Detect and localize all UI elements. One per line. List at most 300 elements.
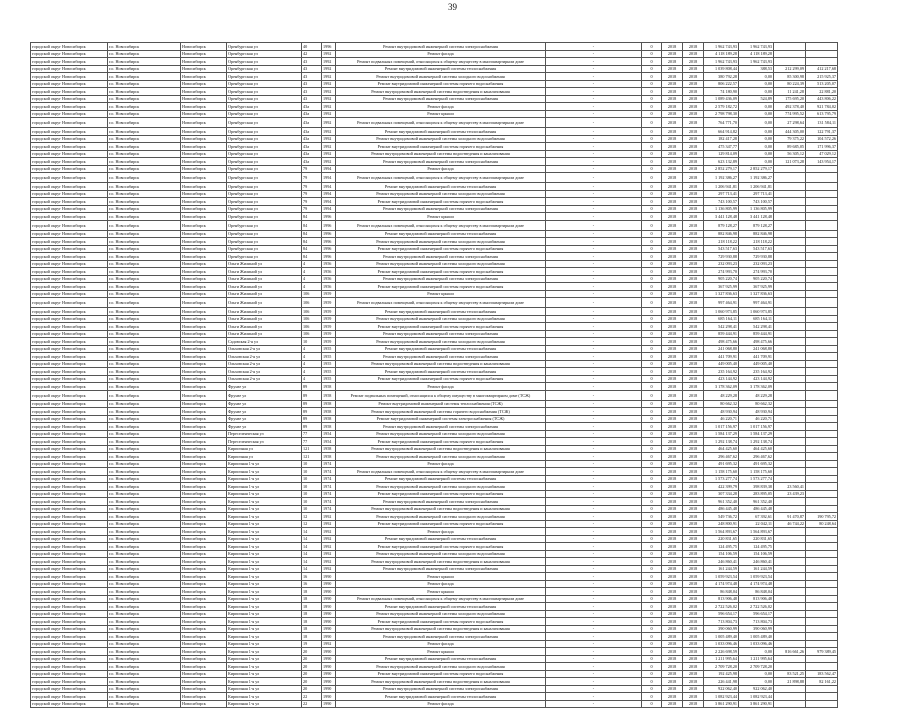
table-cell: Ремонт подвальных помещений, относящихся к общему имуществу в многоквартирном доме (336, 595, 546, 603)
table-cell: Ремонт внутридомовой инженерной системы электроснабжения (336, 253, 546, 261)
table-cell: 106 (302, 308, 322, 316)
table-cell: 4 (302, 275, 322, 283)
table-cell: 21 898,88 (774, 678, 806, 686)
table-cell: 388,53 (739, 65, 774, 73)
table-cell: Ремонт внутридомовой инженерной системы электроснабжения (336, 498, 546, 506)
table-cell: 1 962 743,93 (704, 58, 739, 66)
table-cell: 215 925,37 (806, 73, 838, 81)
table-cell: 2018 (683, 275, 704, 283)
table-cell (774, 565, 806, 573)
table-cell: - (546, 588, 642, 596)
table-cell: 0 (642, 663, 662, 671)
table-cell: 1 584 137,29 (739, 430, 774, 438)
table-cell: - (546, 655, 642, 663)
table-cell: 1996 (322, 238, 336, 246)
table-cell: городской округ Новосибирск (31, 535, 108, 543)
table-cell: Новосибирск (181, 423, 227, 431)
table-cell: Кирпичная 1-я ул (227, 633, 302, 641)
table-cell: 3 441 128,48 (739, 213, 774, 221)
table-cell: 2018 (683, 445, 704, 453)
table-cell: Оренбургская ул (227, 65, 302, 73)
table-cell: 2018 (662, 400, 683, 408)
table-cell: - (546, 150, 642, 158)
table-cell: 1956 (322, 283, 336, 291)
table-cell: 2018 (662, 543, 683, 551)
table-cell: городской округ Новосибирск (31, 198, 108, 206)
table-cell: 2018 (683, 573, 704, 581)
table-cell: 10 (302, 460, 322, 468)
table-cell: 122 791,37 (806, 128, 838, 136)
table-cell: городской округ Новосибирск (31, 330, 108, 338)
table-cell: 2018 (662, 80, 683, 88)
table-row (31, 95, 838, 103)
table-cell: Новосибирск (181, 505, 227, 513)
table-cell: 0 (642, 110, 662, 118)
table-cell: Кирпичная 1-я ул (227, 603, 302, 611)
table-cell: 19 (302, 640, 322, 648)
table-cell: 2018 (662, 198, 683, 206)
table-cell: 1994 (322, 183, 336, 191)
table-cell: городской округ Новосибирск (31, 190, 108, 198)
table-cell: г.о. Новосибирск (108, 383, 181, 391)
table-cell: - (546, 468, 642, 476)
table-cell: городской округ Новосибирск (31, 610, 108, 618)
table-cell: 1959 (322, 298, 336, 308)
table-row (31, 460, 838, 468)
table-cell: городской округ Новосибирск (31, 400, 108, 408)
table-cell: г.о. Новосибирск (108, 290, 181, 298)
table-cell (774, 50, 806, 58)
table-cell: 0,00 (739, 135, 774, 143)
table-cell: 2018 (683, 283, 704, 291)
table-cell: Кирпичная 1-я ул (227, 678, 302, 686)
table-cell: Новосибирск (181, 110, 227, 118)
table-cell: г.о. Новосибирск (108, 483, 181, 491)
table-cell: 2018 (683, 58, 704, 66)
table-row (31, 205, 838, 213)
table-cell: городской округ Новосибирск (31, 390, 108, 400)
table-cell: 0 (642, 330, 662, 338)
table-cell: г.о. Новосибирск (108, 565, 181, 573)
table-cell (806, 198, 838, 206)
table-cell: 2018 (662, 685, 683, 693)
table-cell: 2018 (662, 505, 683, 513)
table-row (31, 438, 838, 446)
table-cell: г.о. Новосибирск (108, 150, 181, 158)
table-cell: 86 848,04 (739, 588, 774, 596)
table-cell: - (546, 700, 642, 708)
table-cell: 0 (642, 220, 662, 230)
table-cell: Ремонт внутридомовой инженерной системы теплоснабжения (336, 345, 546, 353)
table-cell: 0 (642, 513, 662, 521)
table-cell: 0 (642, 700, 662, 708)
table-cell: - (546, 253, 642, 261)
table-cell: Оренбургская ул (227, 238, 302, 246)
table-cell (806, 58, 838, 66)
table-cell: городской округ Новосибирск (31, 678, 108, 686)
table-cell (806, 550, 838, 558)
table-cell: Ремонт крыши (336, 213, 546, 221)
table-cell: 498 475,66 (739, 338, 774, 346)
table-cell: - (546, 528, 642, 536)
table-cell: г.о. Новосибирск (108, 43, 181, 51)
table-cell: 1 327 836,63 (739, 290, 774, 298)
table-cell: Кирпичная 1-я ул (227, 700, 302, 708)
table-cell: Новосибирск (181, 693, 227, 701)
table-cell: городской округ Новосибирск (31, 88, 108, 96)
table-cell: 0 (642, 640, 662, 648)
table-row (31, 383, 838, 391)
table-cell: Ремонт внутридомовой инженерной системы холодного водоснабжения (336, 135, 546, 143)
table-cell: городской округ Новосибирск (31, 468, 108, 476)
table-cell: 1992 (322, 128, 336, 136)
table-cell: 1 327 836,63 (704, 290, 739, 298)
table-cell: г.о. Новосибирск (108, 685, 181, 693)
table-cell: Ремонт внутридомовой инженерной системы электроснабжения (ТСЖ) (336, 415, 546, 423)
table-cell: 0 (642, 693, 662, 701)
table-cell: 80 224,39 (774, 80, 806, 88)
table-cell: 2018 (683, 143, 704, 151)
table-cell: г.о. Новосибирск (108, 165, 181, 173)
table-cell: 0 (642, 565, 662, 573)
table-cell (774, 550, 806, 558)
table-cell: - (546, 290, 642, 298)
table-cell (774, 655, 806, 663)
table-cell: г.о. Новосибирск (108, 58, 181, 66)
table-cell: Ольги Жилиной ул (227, 315, 302, 323)
table-cell: Новосибирск (181, 260, 227, 268)
table-cell: 2018 (662, 260, 683, 268)
table-cell: 879 128,27 (704, 220, 739, 230)
table-cell: 0 (642, 58, 662, 66)
table-cell: 74 180,90 (704, 88, 739, 96)
table-cell: Ольховская 2-я ул (227, 375, 302, 383)
table-cell: 2018 (683, 505, 704, 513)
table-cell: 18 (302, 610, 322, 618)
table-cell: 2018 (683, 308, 704, 316)
table-cell: 2 709 728,20 (704, 663, 739, 671)
table-cell: 0 (642, 345, 662, 353)
table-cell (806, 330, 838, 338)
table-cell: Новосибирск (181, 275, 227, 283)
table-cell: 441 709,91 (704, 353, 739, 361)
table-cell: 813 906,48 (739, 595, 774, 603)
table-cell: 2018 (662, 663, 683, 671)
table-cell: 2018 (662, 103, 683, 111)
table-cell: Кирпичная 1-я ул (227, 580, 302, 588)
table-cell: Новосибирск (181, 655, 227, 663)
table-cell (806, 368, 838, 376)
table-cell: 0 (642, 670, 662, 678)
table-cell: - (546, 678, 642, 686)
table-cell: Новосибирск (181, 330, 227, 338)
table-cell: Кирпичная 1-я ул (227, 685, 302, 693)
table-cell: 0,00 (739, 128, 774, 136)
table-cell: 2018 (662, 423, 683, 431)
table-cell: 84 (302, 245, 322, 253)
table-cell: Ремонт внутридомовой инженерной системы горячего водоснабжения (336, 438, 546, 446)
table-cell: 549 736,72 (704, 513, 739, 521)
table-cell: - (546, 158, 642, 166)
table-cell: Оренбургская ул (227, 80, 302, 88)
table-cell: г.о. Новосибирск (108, 610, 181, 618)
table-cell: 218 118,22 (704, 238, 739, 246)
table-cell: 2018 (683, 198, 704, 206)
table-cell: 623 132,89 (704, 158, 739, 166)
table-cell (806, 453, 838, 461)
table-cell: 1 573 277,74 (704, 475, 739, 483)
table-cell (774, 368, 806, 376)
table-cell: г.о. Новосибирск (108, 50, 181, 58)
table-cell: - (546, 640, 642, 648)
table-cell: Кирпичная 1-я ул (227, 655, 302, 663)
table-cell: г.о. Новосибирск (108, 298, 181, 308)
table-cell: 1955 (322, 375, 336, 383)
table-cell: 729 930,88 (704, 253, 739, 261)
table-row (31, 268, 838, 276)
table-cell: Новосибирск (181, 618, 227, 626)
table-cell: 0 (642, 460, 662, 468)
table-cell: 1992 (322, 550, 336, 558)
table-cell: городской округ Новосибирск (31, 150, 108, 158)
table-cell: 0 (642, 633, 662, 641)
table-cell: Новосибирск (181, 198, 227, 206)
table-cell: 2018 (683, 165, 704, 173)
table-cell: 46 744,22 (774, 520, 806, 528)
table-cell: - (546, 368, 642, 376)
table-cell (774, 460, 806, 468)
table-cell: 121 073,28 (774, 158, 806, 166)
table-cell: Ремонт внутридомовой инженерной системы холодного водоснабжения (336, 483, 546, 491)
table-cell (806, 430, 838, 438)
table-cell: 14 (302, 528, 322, 536)
table-cell: 2018 (683, 640, 704, 648)
table-cell: Ремонт внутридомовой инженерной системы теплоснабжения (336, 535, 546, 543)
table-cell: 2018 (683, 415, 704, 423)
table-cell: г.о. Новосибирск (108, 360, 181, 368)
table-cell: 1958 (322, 383, 336, 391)
table-cell: 1 005 489,40 (704, 633, 739, 641)
table-cell: г.о. Новосибирск (108, 338, 181, 346)
table-cell: Переселенческая ул (227, 430, 302, 438)
table-cell (806, 625, 838, 633)
table-row (31, 618, 838, 626)
table-cell: городской округ Новосибирск (31, 43, 108, 51)
table-cell: 1992 (322, 528, 336, 536)
table-cell: 89 (302, 423, 322, 431)
table-cell: Оренбургская ул (227, 88, 302, 96)
table-cell (806, 685, 838, 693)
table-cell (806, 245, 838, 253)
table-cell: 1992 (322, 543, 336, 551)
table-row (31, 183, 838, 191)
table-cell (774, 198, 806, 206)
table-cell: Новосибирск (181, 390, 227, 400)
table-cell: г.о. Новосибирск (108, 505, 181, 513)
table-cell: городской округ Новосибирск (31, 73, 108, 81)
table-cell: Новосибирск (181, 400, 227, 408)
table-row (31, 135, 838, 143)
table-cell (806, 535, 838, 543)
table-cell: 1990 (322, 603, 336, 611)
table-cell: г.о. Новосибирск (108, 220, 181, 230)
table-cell: 246 860,41 (704, 558, 739, 566)
table-cell: 1 039 808,44 (704, 65, 739, 73)
table-cell: 106 (302, 315, 322, 323)
table-cell: 2018 (683, 73, 704, 81)
table-cell: 0 (642, 490, 662, 498)
table-cell: 922 062,40 (739, 685, 774, 693)
table-cell: 1996 (322, 43, 336, 51)
table-cell (806, 565, 838, 573)
table-cell: Ремонт внутридомовой инженерной системы водоотведения и канализования (336, 445, 546, 453)
table-cell: г.о. Новосибирск (108, 283, 181, 291)
table-cell (774, 408, 806, 416)
table-cell: 0 (642, 103, 662, 111)
table-cell: 2018 (683, 238, 704, 246)
table-row (31, 550, 838, 558)
table-cell: 613 795,79 (806, 110, 838, 118)
table-cell: 2018 (683, 580, 704, 588)
table-cell: 2018 (683, 190, 704, 198)
table-cell: 43 (302, 95, 322, 103)
table-cell: 0 (642, 543, 662, 551)
table-cell: 42 (302, 50, 322, 58)
table-cell: городской округ Новосибирск (31, 260, 108, 268)
table-cell: 10 (302, 483, 322, 491)
table-cell: г.о. Новосибирск (108, 238, 181, 246)
table-cell: Ольховская 2-я ул (227, 345, 302, 353)
table-cell: Новосибирск (181, 543, 227, 551)
table-cell: 2018 (683, 65, 704, 73)
table-cell: 0,00 (739, 143, 774, 151)
table-cell: 1992 (322, 110, 336, 118)
table-cell: Кирпичная 1-я ул (227, 535, 302, 543)
table-cell: Ремонт внутридомовой инженерной системы водоотведения и канализования (336, 150, 546, 158)
table-cell: - (546, 580, 642, 588)
table-cell (774, 438, 806, 446)
table-cell: 48 930,94 (704, 408, 739, 416)
table-cell: 0 (642, 88, 662, 96)
table-cell: городской округ Новосибирск (31, 513, 108, 521)
table-cell: - (546, 245, 642, 253)
table-cell: 86 848,04 (704, 588, 739, 596)
table-cell: г.о. Новосибирск (108, 408, 181, 416)
table-cell (774, 173, 806, 183)
table-cell: 82 161,22 (806, 678, 838, 686)
table-cell: 1 082 923,44 (704, 693, 739, 701)
table-cell: Оренбургская ул (227, 58, 302, 66)
table-cell: 1959 (322, 323, 336, 331)
table-cell: 0 (642, 438, 662, 446)
table-cell: - (546, 535, 642, 543)
table-cell: 2018 (662, 595, 683, 603)
table-cell: городской округ Новосибирск (31, 135, 108, 143)
table-cell: Новосибирск (181, 375, 227, 383)
table-cell: 161 244,59 (704, 565, 739, 573)
table-cell: городской округ Новосибирск (31, 528, 108, 536)
table-cell: 0 (642, 315, 662, 323)
table-cell: г.о. Новосибирск (108, 528, 181, 536)
table-cell: 11 241,28 (774, 88, 806, 96)
table-cell: 2018 (683, 663, 704, 671)
table-cell: 0 (642, 150, 662, 158)
table-cell: 3 178 362,09 (704, 383, 739, 391)
table-cell (774, 558, 806, 566)
table-cell: 0,00 (739, 80, 774, 88)
table-cell (774, 330, 806, 338)
table-cell: 2018 (662, 618, 683, 626)
table-cell (806, 475, 838, 483)
table-cell: 1992 (322, 103, 336, 111)
table-cell: 89 (302, 400, 322, 408)
table-cell: 2018 (662, 73, 683, 81)
table-cell: 498 475,66 (704, 338, 739, 346)
table-cell: Ремонт внутридомовой инженерной системы электроснабжения (336, 275, 546, 283)
table-cell: - (546, 670, 642, 678)
table-cell: Новосибирск (181, 158, 227, 166)
table-cell: 1 136 805,99 (739, 205, 774, 213)
table-cell: г.о. Новосибирск (108, 573, 181, 581)
table-cell: 1954 (322, 430, 336, 438)
table-cell: 2018 (683, 213, 704, 221)
table-cell: 2018 (683, 50, 704, 58)
table-cell: 1994 (322, 190, 336, 198)
table-cell: - (546, 315, 642, 323)
table-cell: городской округ Новосибирск (31, 118, 108, 128)
table-cell: 241 068,80 (704, 345, 739, 353)
table-cell (806, 640, 838, 648)
table-cell: 2018 (662, 165, 683, 173)
table-cell: 0 (642, 595, 662, 603)
table-cell: 1 962 743,93 (704, 43, 739, 51)
table-cell: 1990 (322, 610, 336, 618)
table-cell: 0 (642, 368, 662, 376)
table-cell: 4 118 189,28 (704, 50, 739, 58)
table-cell (806, 610, 838, 618)
table-cell: городской округ Новосибирск (31, 315, 108, 323)
table-cell: 4 (302, 345, 322, 353)
table-cell: г.о. Новосибирск (108, 330, 181, 338)
table-cell: 1974 (322, 490, 336, 498)
table-cell: Ремонт внутридомовой инженерной системы электроснабжения (336, 43, 546, 51)
table-cell: - (546, 375, 642, 383)
table-cell: 0,00 (739, 110, 774, 118)
table-row (31, 415, 838, 423)
table-cell: 1990 (322, 588, 336, 596)
table-cell: 1 060 973,85 (704, 308, 739, 316)
table-cell: 1 292 138,74 (704, 438, 739, 446)
table-cell: Ремонт внутридомовой инженерной системы горячего водоснабжения (336, 143, 546, 151)
table-cell: 190 795,72 (806, 513, 838, 521)
table-cell: 2018 (662, 475, 683, 483)
table-cell (806, 543, 838, 551)
table-cell: 2018 (662, 640, 683, 648)
table-row (31, 655, 838, 663)
table-cell: Ремонт внутридомовой инженерной системы холодного водоснабжения (336, 610, 546, 618)
table-cell: - (546, 610, 642, 618)
table-cell: Ремонт внутридомовой инженерной системы теплоснабжения (336, 368, 546, 376)
table-cell: городской округ Новосибирск (31, 640, 108, 648)
table-cell: 2 798 798,30 (704, 110, 739, 118)
table-cell: 1994 (322, 205, 336, 213)
table-cell: 2018 (662, 268, 683, 276)
table-cell: 2018 (662, 408, 683, 416)
table-cell: 1 158 175,60 (739, 468, 774, 476)
table-cell: Новосибирск (181, 173, 227, 183)
table-cell: 3 861 290,91 (739, 700, 774, 708)
table-cell: Ремонт внутридомовой инженерной системы теплоснабжения (336, 183, 546, 191)
